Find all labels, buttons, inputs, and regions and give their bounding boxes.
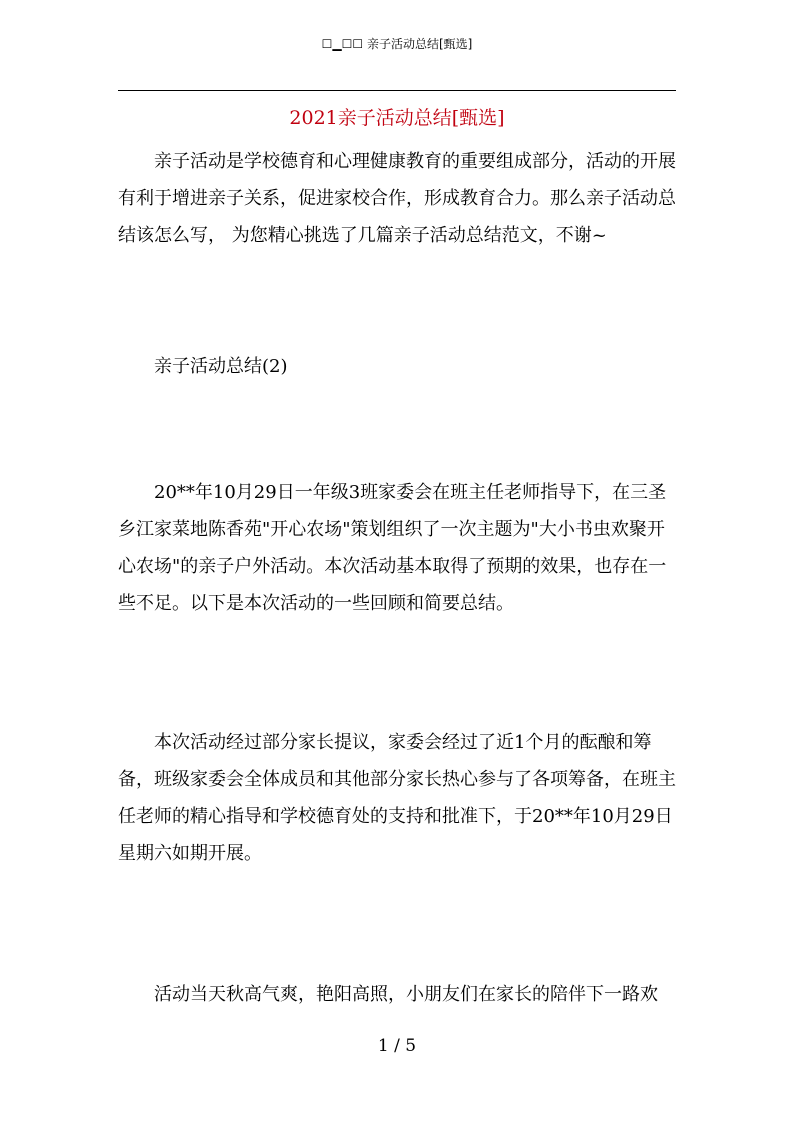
body-paragraph: 活动当天秋高气爽，艳阳高照，小朋友们在家长的陪伴下一路欢 [154, 984, 658, 1005]
section-heading: 亲子活动总结(2) [154, 356, 288, 377]
body-paragraph: 本次活动经过部分家长提议，家委会经过了近1个月的酝酿和筹备，班级家委会全体成员和其他部分家长热心参与了各项筹备，在班主任老师的精心指导和学校德育处的支持和批准下，于20**年10月29日星期六如期开展。 [118, 732, 676, 864]
body-paragraph: 20**年10月29日一年级3班家委会在班主任老师指导下，在三圣乡江家菜地陈香苑"开心农场"策划组织了一次主题为"大小书虫欢聚开心农场"的亲子户外活动。本次活动基本取得了预期的效果，也存在一些不足。以下是本次活动的一些回顾和简要总结。 [118, 482, 667, 614]
intro-paragraph: 亲子活动是学校德育和心理健康教育的重要组成部分，活动的开展有利于增进亲子关系，促进家校合作，形成教育合力。那么亲子活动总结该怎么写， 为您精心挑选了几篇亲子活动总结范文，不谢~ [118, 151, 676, 246]
document-title: 2021亲子活动总结[甄选] [289, 107, 505, 129]
page-header: ☐▁☐☐ 亲子活动总结[甄选] [321, 37, 473, 51]
header-divider [118, 90, 676, 91]
page-number: 1 / 5 [377, 1036, 417, 1056]
